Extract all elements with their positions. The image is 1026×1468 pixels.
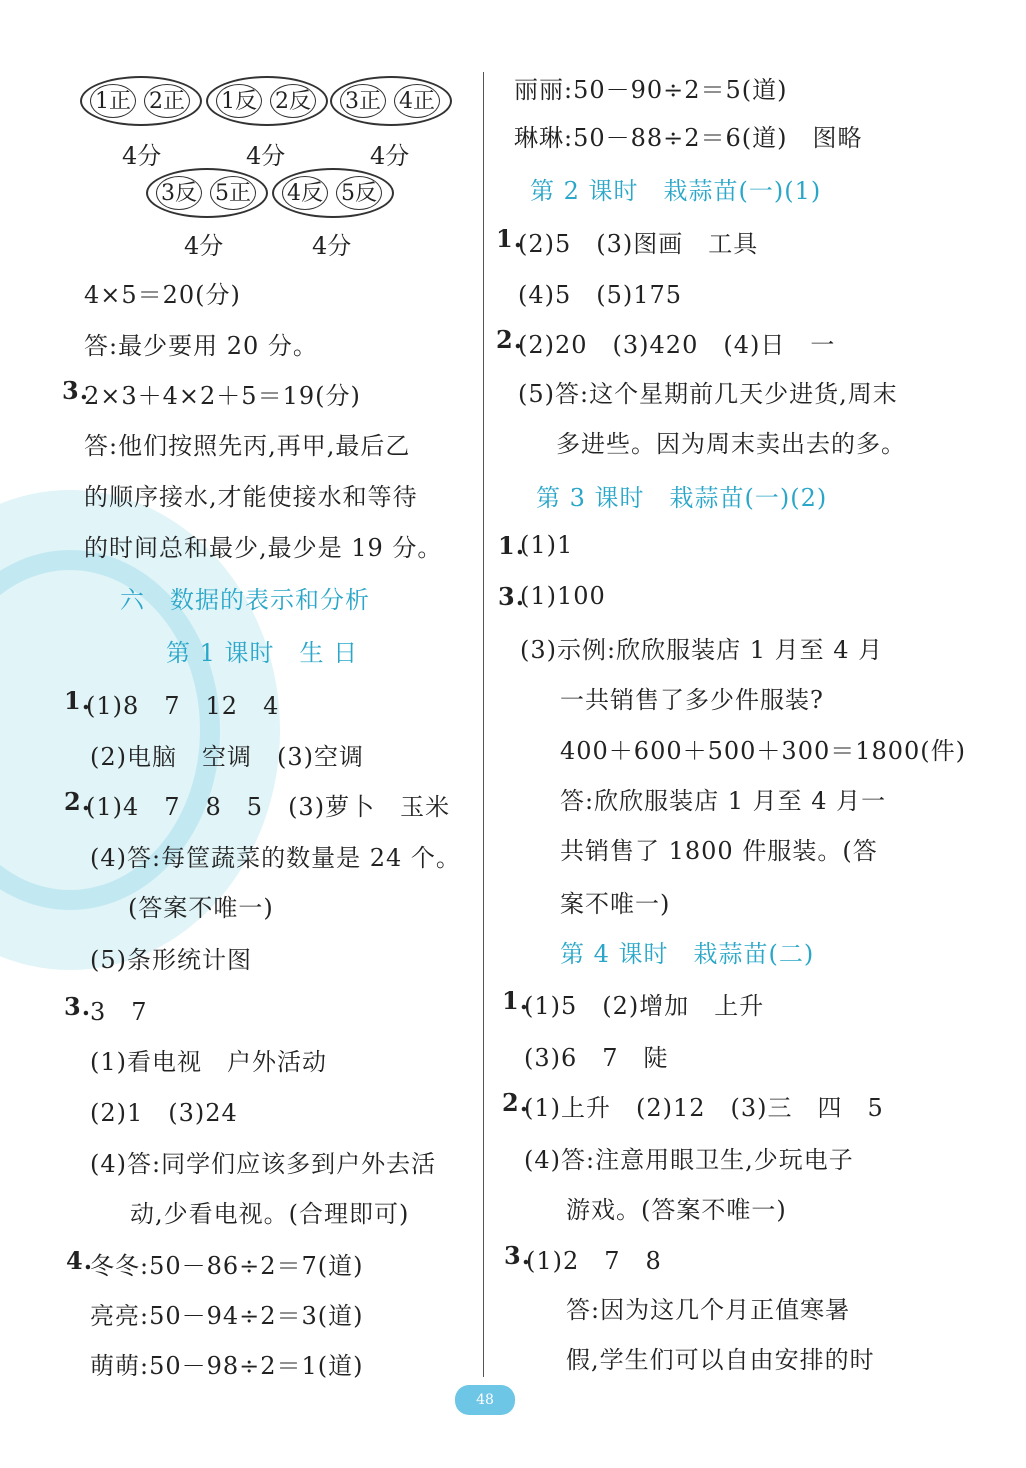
score-label: 4分 — [246, 142, 286, 170]
text-line: 3 7 — [90, 998, 148, 1026]
score-label: 4分 — [184, 232, 224, 260]
column-divider — [483, 72, 484, 1377]
ellipse-pair-3 — [330, 76, 452, 126]
item-number: 3. — [498, 582, 526, 611]
text-line: 答:欣欣服装店 1 月至 4 月一 — [560, 787, 887, 815]
item-number: 1. — [498, 531, 526, 560]
text-line: (2)电脑 空调 (3)空调 — [90, 743, 364, 771]
text-line: 游戏。(答案不唯一) — [566, 1196, 787, 1224]
text-line: 答:最少要用 20 分。 — [84, 332, 318, 360]
text-line: (2)20 (3)420 (4)日 一 — [518, 331, 836, 359]
text-line: 400＋600＋500＋300＝1800(件) — [560, 737, 967, 765]
text-line: (答案不唯一) — [128, 894, 274, 922]
text-line: 动,少看电视。(合理即可) — [130, 1200, 410, 1228]
text-line: (4)答:每筐蔬菜的数量是 24 个。 — [90, 844, 461, 872]
item-number: 1. — [502, 986, 530, 1015]
ellipse-pair-1 — [80, 76, 202, 126]
score-label: 4分 — [370, 142, 410, 170]
text-line: 萌萌:50－98÷2＝1(道) — [90, 1352, 364, 1380]
text-line: 多进些。因为周末卖出去的多。 — [556, 430, 906, 458]
item-number: 2. — [496, 325, 524, 354]
text-line: (1)2 7 8 — [526, 1247, 662, 1275]
circle-label: 3正 — [340, 84, 386, 118]
lesson-heading: 第 1 课时 生 日 — [166, 639, 359, 667]
text-line: (3)示例:欣欣服装店 1 月至 4 月 — [520, 636, 884, 664]
score-label: 4分 — [312, 232, 352, 260]
section-heading: 六 数据的表示和分析 — [120, 586, 370, 614]
item-number: 1. — [496, 224, 524, 253]
text-line: (2)5 (3)图画 工具 — [518, 230, 759, 258]
text-line: (5)答:这个星期前几天少进货,周末 — [518, 380, 898, 408]
circle-label: 3反 — [156, 176, 202, 210]
text-line: (5)条形统计图 — [90, 946, 252, 974]
circle-label: 2正 — [144, 84, 190, 118]
text-line: 一共销售了多少件服装? — [560, 686, 824, 714]
text-line: 假,学生们可以自由安排的时 — [566, 1346, 875, 1374]
text-line: (2)1 (3)24 — [90, 1099, 238, 1127]
text-line: (1)100 — [520, 582, 606, 610]
ellipse-pair-5 — [272, 168, 394, 218]
text-line: 的时间总和最少,最少是 19 分。 — [84, 534, 443, 562]
lesson-heading: 第 3 课时 栽蒜苗(一)(2) — [536, 484, 828, 512]
text-line: 丽丽:50－90÷2＝5(道) — [514, 76, 788, 104]
text-line: (1)5 (2)增加 上升 — [524, 992, 765, 1020]
text-line: (1)4 7 8 5 (3)萝卜 玉米 — [86, 793, 451, 821]
item-number: 3. — [504, 1241, 532, 1270]
text-line: 亮亮:50－94÷2＝3(道) — [90, 1302, 364, 1330]
text-line: 冬冬:50－86÷2＝7(道) — [90, 1252, 364, 1280]
item-number: 4. — [66, 1246, 94, 1275]
circle-label: 1反 — [216, 84, 262, 118]
ellipse-pair-2 — [206, 76, 328, 126]
item-number: 1. — [64, 686, 92, 715]
circle-label: 1正 — [90, 84, 136, 118]
text-line: 4×5＝20(分) — [84, 281, 241, 309]
text-line: 答:他们按照先丙,再甲,最后乙 — [84, 432, 411, 460]
text-line: (4)答:同学们应该多到户外去活 — [90, 1150, 437, 1178]
item-number: 3. — [62, 376, 90, 405]
text-line: (4)5 (5)175 — [518, 281, 683, 309]
circle-label: 4正 — [394, 84, 440, 118]
text-line: 的顺序接水,才能使接水和等待 — [84, 483, 418, 511]
circle-label: 5反 — [336, 176, 382, 210]
circle-label: 2反 — [270, 84, 316, 118]
text-line: (4)答:注意用眼卫生,少玩电子 — [524, 1146, 854, 1174]
item-number: 2. — [502, 1088, 530, 1117]
ellipse-pair-4 — [146, 168, 268, 218]
text-line: (3)6 7 陡 — [524, 1044, 669, 1072]
circle-label: 4反 — [282, 176, 328, 210]
lesson-heading: 第 4 课时 栽蒜苗(二) — [560, 940, 815, 968]
text-line: 2×3＋4×2＋5＝19(分) — [84, 382, 361, 410]
text-line: 答:因为这几个月正值寒暑 — [566, 1296, 851, 1324]
lesson-heading: 第 2 课时 栽蒜苗(一)(1) — [530, 177, 822, 205]
text-line: (1)1 — [520, 531, 574, 559]
text-line: 案不唯一) — [560, 890, 671, 918]
text-line: (1)上升 (2)12 (3)三 四 5 — [524, 1094, 884, 1122]
page-number: 48 — [455, 1385, 515, 1415]
item-number: 3. — [64, 992, 92, 1021]
score-label: 4分 — [122, 142, 162, 170]
text-line: (1)看电视 户外活动 — [90, 1048, 327, 1076]
text-line: 共销售了 1800 件服装。(答 — [560, 837, 878, 865]
item-number: 2. — [64, 787, 92, 816]
text-line: (1)8 7 12 4 — [86, 692, 280, 720]
circle-label: 5正 — [210, 176, 256, 210]
text-line: 琳琳:50－88÷2＝6(道) 图略 — [514, 124, 863, 152]
